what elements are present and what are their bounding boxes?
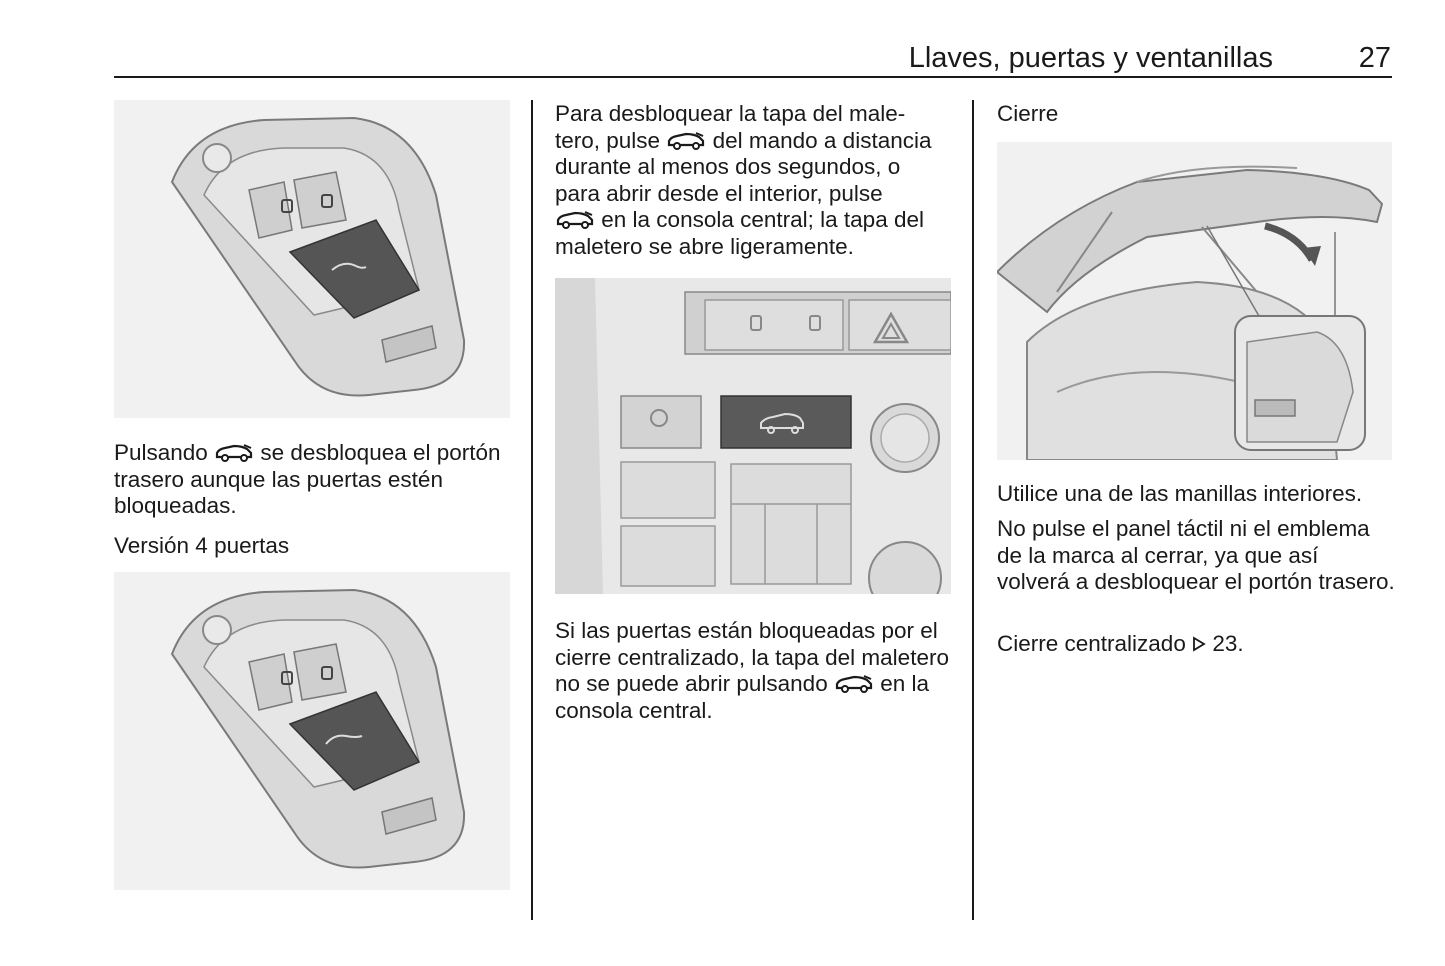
text-segment: se desbloquea el portón trasero aunque las puertas estén bloqueadas. — [114, 440, 501, 518]
section-heading-closing: Cierre — [997, 101, 1059, 126]
center-console-illustration — [555, 278, 951, 594]
text-line — [555, 207, 960, 234]
key-fob-illustration-4-door — [114, 572, 510, 890]
col2-paragraph-1 — [555, 101, 960, 260]
col1-paragraph-1 — [114, 440, 514, 520]
header-rule — [114, 76, 1392, 78]
tailgate-release-icon — [666, 131, 706, 151]
page-number: 27 — [1358, 42, 1391, 74]
text-segment: del mando a distancia — [712, 127, 932, 153]
key-fob-illustration-hatchback — [114, 100, 510, 418]
tailgate-release-icon — [834, 674, 874, 694]
cross-reference-link[interactable]: Cierre centralizado — [997, 631, 1186, 656]
subheading-4-door: Versión 4 puertas — [114, 533, 290, 558]
column-divider-2 — [972, 100, 974, 920]
text-line: Para desbloquear la tapa del male- — [555, 101, 906, 126]
running-header-title: Llaves, puertas y ventanillas — [908, 42, 1273, 74]
text-line: para abrir desde el interior, pulse — [555, 180, 883, 206]
text-line — [555, 128, 960, 155]
cross-reference-line — [997, 631, 1397, 658]
col2-paragraph-2 — [555, 618, 960, 724]
col3-paragraph-1: Utilice una de las manillas interiores. — [997, 481, 1363, 506]
text-segment: en la consola central. — [555, 671, 930, 723]
text-segment: Pulsando — [114, 440, 208, 465]
col3-paragraph-2: No pulse el panel táctil ni el emblema de la marca al cerrar, ya que así volverá a desbloquear el portón trasero. — [997, 516, 1395, 594]
text-line: maletero se abre ligeramente. — [555, 233, 854, 259]
column-divider-1 — [531, 100, 533, 920]
tailgate-release-icon — [214, 443, 254, 463]
reference-arrow-icon — [1192, 636, 1206, 652]
text-line: durante al menos dos segundos, o — [555, 154, 901, 179]
page-reference-link[interactable]: 23. — [1212, 631, 1244, 656]
text-segment: tero, pulse — [555, 127, 661, 153]
tailgate-release-icon — [555, 210, 595, 230]
text-segment: en la consola central; la tapa del — [601, 207, 924, 232]
text-segment: Si las puertas están bloqueadas por el cierre centralizado, la tapa del maletero no se puede abrir pulsando — [555, 618, 949, 696]
tailgate-closing-illustration — [997, 142, 1392, 460]
